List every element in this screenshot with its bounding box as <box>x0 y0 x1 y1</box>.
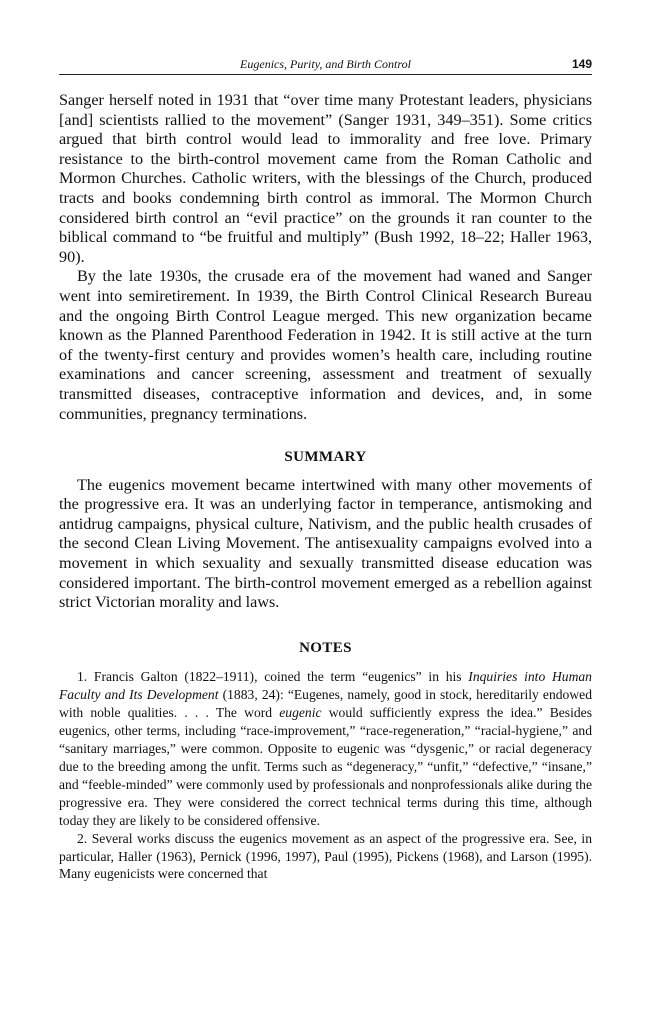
term-emphasis: eugenic <box>279 705 322 721</box>
note-text: would sufficiently express the idea.” Besides eugenics, other terms, including “race-improvement,” “race-regeneration,” “racial-hygiene,” and “sanitary marriages,” were common. Opposite to eugenic was “dysgenic,” or racial degeneracy due to the breeding among the unfit. Terms such as “degeneracy,” “unfit,” “defective,” “insane,” and “feeble-minded” were commonly used by professionals and nonprofessionals alike during the progressive era. They were considered the correct technical terms during this time, although today they are likely to be considered offensive. <box>59 705 592 828</box>
note-text: 1. Francis Galton (1822–1911), coined the term “eugenics” in his <box>77 669 469 685</box>
running-header <box>59 52 592 75</box>
page-number: 149 <box>571 57 592 71</box>
summary-paragraph: The eugenics movement became intertwined with many other movements of the progressive era. It was an underlying factor in temperance, antismoking and antidrug campaigns, physical culture, Nativism, and the public health crusades of the second Clean Living Movement. The antisexuality campaigns evolved into a movement in which sexuality and sexually transmitted disease education was considered important. The birth-control movement emerged as a rebellion against strict Victorian morality and laws. <box>59 475 592 612</box>
running-title: Eugenics, Purity, and Birth Control <box>240 57 411 71</box>
note-text: (1883, 24): “Eugenes, namely, good in stock, hereditarily endowed with noble qualities. . . . The word <box>59 687 592 721</box>
summary-heading: SUMMARY <box>284 449 367 466</box>
body-paragraph: Sanger herself noted in 1931 that “over time many Protestant leaders, physicians [and] scientists rallied to the movement” (Sanger 1931, 349–351). Some critics argued that birth control would lead to immorality and free love. Primary resistance to the birth-control movement came from the Roman Catholic and Mormon Churches. Catholic writers, with the blessings of the Church, produced tracts and books condemning birth control as immoral. The Mormon Church considered birth control an “evil practice” on the grounds it ran counter to the biblical command to “be fruitful and multiply” (Bush 1992, 18–22; Haller 1963, 90). <box>59 91 592 266</box>
note-item <box>59 668 592 829</box>
note-item: 2. Several works discuss the eugenics movement as an aspect of the progressive era. See, in particular, Haller (1963), Pernick (1996, 1997), Paul (1995), Pickens (1968), and Larson (1995). Many eugenicists were concerned that <box>59 830 592 882</box>
main-text <box>59 91 592 658</box>
book-page <box>59 52 592 883</box>
body-paragraph: By the late 1930s, the crusade era of the movement had waned and Sanger went into semiretirement. In 1939, the Birth Control Clinical Research Bureau and the ongoing Birth Control League merged. This new organization became known as the Planned Parenthood Federation in 1942. It is still active at the turn of the twenty-first century and provides women’s health care, including routine examinations and cancer screening, assessment and treatment of sexually transmitted diseases, contraceptive information and devices, and, in some communities, pregnancy terminations. <box>59 267 592 423</box>
notes-heading: NOTES <box>299 639 352 656</box>
notes-section <box>59 668 592 883</box>
book-title: Inquiries into Human Faculty and Its Development <box>59 669 592 703</box>
